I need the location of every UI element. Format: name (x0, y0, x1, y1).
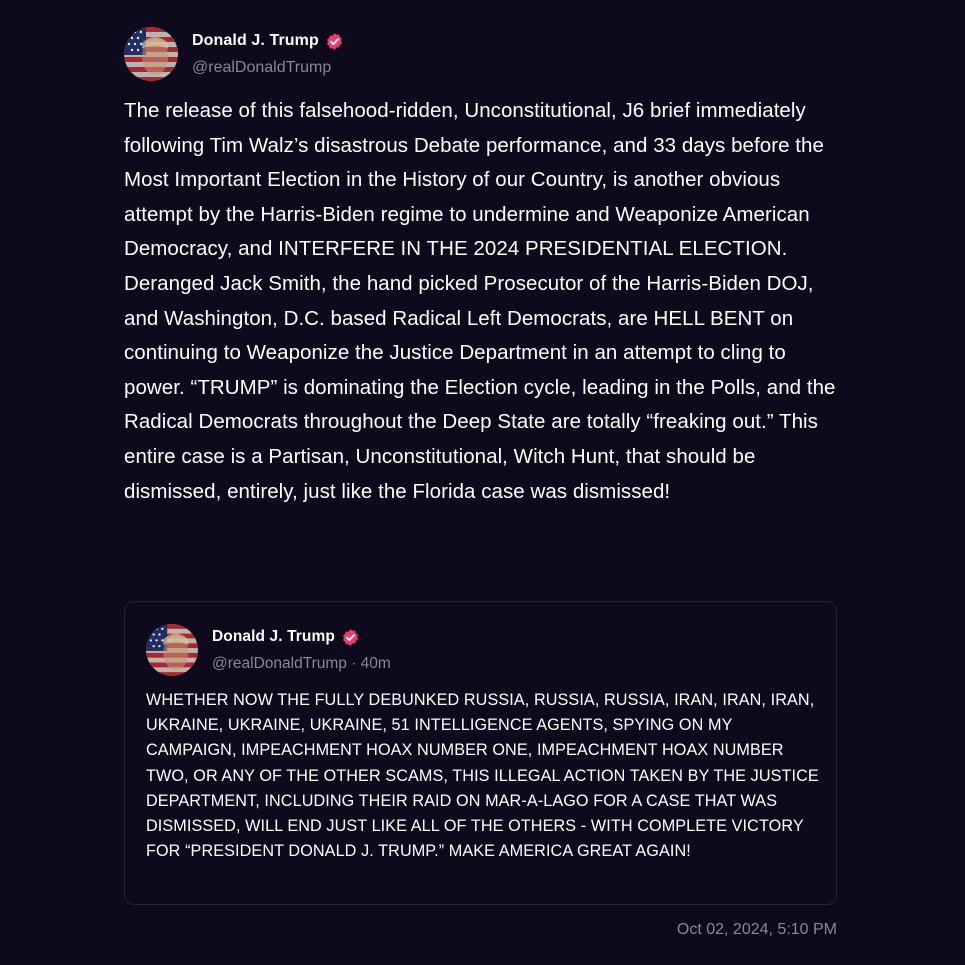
avatar[interactable] (124, 27, 178, 81)
quoted-post[interactable] (124, 601, 837, 905)
quote-avatar[interactable] (146, 624, 198, 676)
quote-header (146, 622, 391, 678)
quote-name-row (212, 628, 391, 647)
quote-author-handle-time[interactable]: @realDonaldTrump · 40m (212, 654, 391, 672)
author-display-name[interactable]: Donald J. Trump (192, 32, 319, 49)
name-row (192, 32, 344, 51)
post-header (124, 26, 838, 82)
quote-author-display-name[interactable]: Donald J. Trump (212, 628, 335, 645)
quote-author-names (212, 628, 391, 673)
verified-badge-icon (341, 628, 360, 647)
main-post (124, 26, 838, 509)
author-names (192, 32, 344, 77)
post-text: The release of this falsehood-ridden, Unconstitutional, J6 brief immediately following Tim Walz’s disastrous Debate performance, and 33 days before the Most Important Election in the History of our Country, is another obvious attempt by the Harris-Biden regime to undermine and Weaponize American Democracy, and INTERFERE IN THE 2024 PRESIDENTIAL ELECTION. Deranged Jack Smith, the hand picked Prosecutor of the Harris-Biden DOJ, and Washington, D.C. based Radical Left Democrats, are HELL BENT on continuing to Weaponize the Justice Department in an attempt to cling to power. “TRUMP” is dominating the Election cycle, leading in the Polls, and the Radical Democrats throughout the Deep State are totally “freaking out.” This entire case is a Partisan, Unconstitutional, Witch Hunt, that should be dismissed, entirely, just like the Florida case was dismissed! (124, 99, 836, 503)
quote-text: WHETHER NOW THE FULLY DEBUNKED RUSSIA, RUSSIA, RUSSIA, IRAN, IRAN, IRAN, UKRAINE, UKRAINE, UKRAINE, 51 INTELLIGENCE AGENTS, SPYING ON MY CAMPAIGN, IMPEACHMENT HOAX NUMBER ONE, IMPEACHMENT HOAX NUMBER TWO, OR ANY OF THE OTHER SCAMS, THIS ILLEGAL ACTION TAKEN BY THE JUSTICE DEPARTMENT, INCLUDING THEIR RAID ON MAR-A-LAGO FOR A CASE THAT WAS DISMISSED, WILL END JUST LIKE ALL OF THE OTHERS - WITH COMPLETE VICTORY FOR “PRESIDENT DONALD J. TRUMP.” MAKE AMERICA GREAT AGAIN! (146, 691, 819, 861)
flag-portrait-avatar-icon (146, 624, 198, 676)
flag-portrait-avatar-icon (124, 27, 178, 81)
post-timestamp[interactable]: Oct 02, 2024, 5:10 PM (676, 921, 837, 938)
verified-badge-icon (325, 32, 344, 51)
author-handle[interactable]: @realDonaldTrump (192, 58, 332, 76)
